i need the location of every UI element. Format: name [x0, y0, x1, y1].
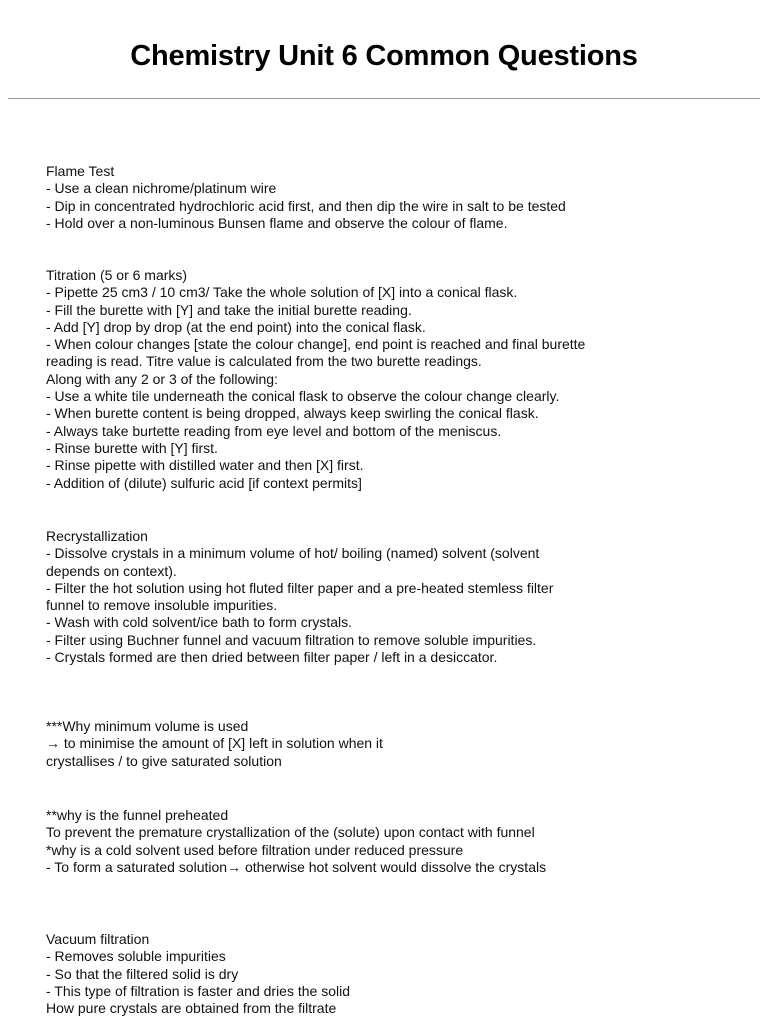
text-line: - Use a white tile underneath the conical flask to observe the colour change clearly. [46, 388, 560, 405]
section-recrystallization [46, 528, 656, 666]
text-line: - Crystals formed are then dried between filter paper / left in a desiccator. [46, 649, 498, 666]
section-minimum-volume [46, 718, 656, 770]
text-line: Along with any 2 or 3 of the following: [46, 370, 278, 387]
text-line: - Pipette 25 cm3 / 10 cm3/ Take the whole solution of [X] into a conical flask. [46, 284, 518, 301]
section-heading: ***Why minimum volume is used [46, 718, 249, 734]
text-line: - When colour changes [state the colour change], end point is reached and final burette [46, 336, 586, 353]
text-line: - Filter using Buchner funnel and vacuum filtration to remove soluble impurities. [46, 631, 537, 648]
section-heading: Titration (5 or 6 marks) [46, 267, 188, 283]
section-funnel-preheated [46, 807, 656, 876]
section-flame-test [46, 163, 656, 232]
section-titration [46, 267, 656, 492]
text-line: depends on context). [46, 562, 177, 579]
section-heading: Flame Test [46, 163, 115, 179]
text-line: - Addition of (dilute) sulfuric acid [if context permits] [46, 474, 362, 491]
text-line: - So that the filtered solid is dry [46, 965, 239, 982]
text-line: - Dissolve crystals in a minimum volume of hot/ boiling (named) solvent (solvent [46, 545, 540, 562]
text-line: *why is a cold solvent used before filtration under reduced pressure [46, 841, 464, 858]
text-line: How pure crystals are obtained from the filtrate [46, 1000, 337, 1017]
text-line: - Hold over a non-luminous Bunsen flame and observe the colour of flame. [46, 214, 508, 231]
section-vacuum-filtration [46, 931, 656, 1017]
text-line: To prevent the premature crystallization of the (solute) upon contact with funnel [46, 824, 535, 841]
text-line: - Use a clean nichrome/platinum wire [46, 180, 277, 197]
text-line: crystallises / to give saturated solution [46, 752, 282, 769]
text-line: - Rinse burette with [Y] first. [46, 439, 218, 456]
section-heading: Recrystallization [46, 528, 148, 544]
text-line: - Dip in concentrated hydrochloric acid first, and then dip the wire in salt to be tested [46, 197, 566, 214]
text-line: - Always take burtette reading from eye level and bottom of the meniscus. [46, 422, 502, 439]
text-line: - Fill the burette with [Y] and take the initial burette reading. [46, 301, 412, 318]
title-divider [8, 98, 760, 99]
text-line: - Filter the hot solution using hot fluted filter paper and a pre-heated stemless filter [46, 579, 554, 596]
section-heading: **why is the funnel preheated [46, 807, 229, 823]
text-line: reading is read. Titre value is calculated from the two burette readings. [46, 353, 482, 370]
text-line: → to minimise the amount of [X] left in solution when it [46, 735, 383, 752]
text-line: - Add [Y] drop by drop (at the end point) into the conical flask. [46, 318, 426, 335]
text-line: - This type of filtration is faster and dries the solid [46, 982, 350, 999]
text-line: - To form a saturated solution→ otherwise hot solvent would dissolve the crystals [46, 858, 547, 875]
text-line: funnel to remove insoluble impurities. [46, 597, 278, 614]
text-line: - Removes soluble impurities [46, 948, 226, 965]
text-line: - Rinse pipette with distilled water and then [X] first. [46, 457, 364, 474]
page-title: Chemistry Unit 6 Common Questions [130, 40, 638, 72]
text-line: - When burette content is being dropped, always keep swirling the conical flask. [46, 405, 539, 422]
text-line: - Wash with cold solvent/ice bath to form crystals. [46, 614, 353, 631]
section-heading: Vacuum filtration [46, 931, 150, 947]
